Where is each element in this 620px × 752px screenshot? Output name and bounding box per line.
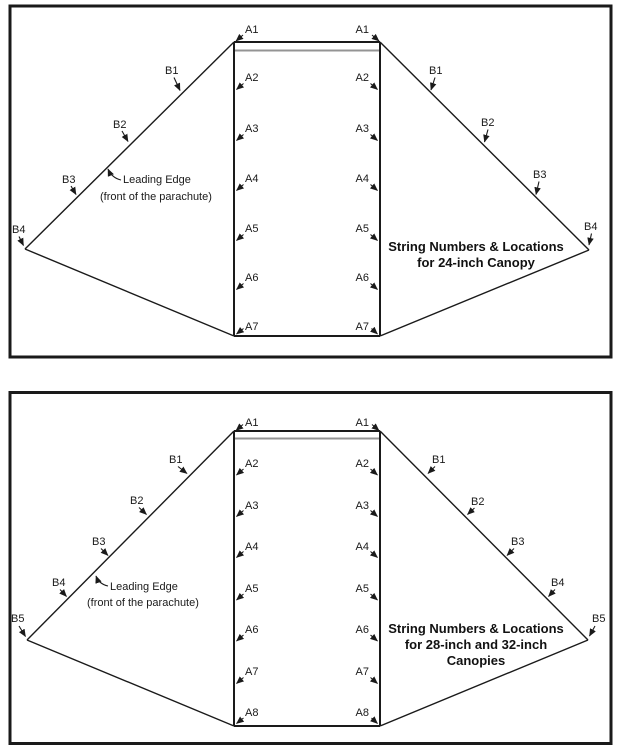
- p2-title-line2: for 28-inch and 32-inch: [404, 637, 548, 652]
- p2-a2-right-arrow: [371, 469, 378, 475]
- p1-b2-right-arrow: [485, 130, 489, 143]
- p1-b4-left-arrow: [19, 237, 24, 246]
- p1-a1-left-arrow: [236, 35, 243, 41]
- p1-b3-left-arrow: [71, 186, 76, 195]
- p2-a4-left-arrow: [237, 552, 244, 558]
- p1-leading-edge-sublabel: (front of the parachute): [100, 191, 212, 203]
- p2-b2-left-arrow: [139, 508, 147, 515]
- p2-a2-left-arrow: [237, 469, 244, 475]
- p2-a5-right-arrow: [371, 594, 378, 600]
- p2-a3-right-label: A3: [355, 500, 369, 512]
- p1-left-trailing-edge: [25, 249, 234, 336]
- p2-a4-left-label: A4: [245, 541, 259, 553]
- p1-a3-left-label: A3: [245, 123, 259, 135]
- p1-title-line1: String Numbers & Locations: [388, 239, 564, 254]
- p2-a1-left-label: A1: [245, 417, 259, 429]
- p1-leading-edge-label: Leading Edge: [123, 174, 191, 186]
- canopy-outline-28-32: [27, 431, 588, 726]
- p1-b1-right-arrow: [431, 78, 435, 91]
- p1-a2-left-label: A2: [245, 72, 259, 84]
- p1-b2-right-label: B2: [481, 117, 495, 129]
- p2-b3-right-arrow: [507, 549, 514, 556]
- p2-a5-left-arrow: [237, 594, 244, 600]
- p2-a8-right-label: A8: [355, 707, 369, 719]
- p1-a5-right-label: A5: [355, 223, 369, 235]
- p2-a4-right-label: A4: [355, 541, 369, 553]
- p2-b5-left-arrow: [19, 626, 26, 637]
- p2-a8-left-label: A8: [245, 707, 259, 719]
- p2-a3-right-arrow: [371, 511, 378, 517]
- p1-a6-left-arrow: [237, 284, 244, 290]
- p2-b5-right-arrow: [590, 626, 596, 636]
- p2-a1-right-arrow: [372, 425, 379, 431]
- p2-b5-right-label: B5: [592, 613, 606, 625]
- p1-a6-right-arrow: [371, 284, 378, 290]
- p1-a5-right-arrow: [371, 235, 378, 241]
- p1-b4-right-label: B4: [584, 221, 598, 233]
- p1-a3-left-arrow: [237, 135, 244, 141]
- p2-a3-left-label: A3: [245, 500, 259, 512]
- p1-a6-right-label: A6: [355, 272, 369, 284]
- p1-b1-right-label: B1: [429, 65, 443, 77]
- p1-b4-right-arrow: [589, 234, 592, 246]
- p2-a2-left-label: A2: [245, 458, 259, 470]
- p1-b1-left-arrow: [174, 78, 180, 91]
- p2-b4-left-label: B4: [52, 577, 66, 589]
- p1-a2-right-label: A2: [355, 72, 369, 84]
- p2-a5-right-label: A5: [355, 583, 369, 595]
- p1-a5-left-arrow: [237, 235, 244, 241]
- p2-b3-right-label: B3: [511, 536, 525, 548]
- p2-a6-right-label: A6: [355, 624, 369, 636]
- p1-a4-right-label: A4: [355, 173, 369, 185]
- p2-left-trailing-edge: [27, 640, 234, 726]
- p2-a6-left-label: A6: [245, 624, 259, 636]
- p2-title-line3: Canopies: [446, 653, 506, 668]
- p2-b5-left-label: B5: [11, 613, 25, 625]
- p2-a6-left-arrow: [237, 635, 244, 641]
- p2-b1-left-arrow: [178, 467, 187, 474]
- p2-a7-left-arrow: [237, 678, 244, 684]
- p2-a6-right-arrow: [371, 635, 378, 641]
- p1-leading-edge-pointer: [108, 169, 121, 180]
- p1-a1-right-arrow: [372, 35, 379, 41]
- p2-a5-left-label: A5: [245, 583, 259, 595]
- p2-b2-right-label: B2: [471, 496, 485, 508]
- p2-b3-left-label: B3: [92, 536, 106, 548]
- p1-b2-left-arrow: [122, 131, 128, 142]
- p2-leading-edge-label: Leading Edge: [110, 581, 178, 593]
- p2-a7-right-arrow: [371, 678, 378, 684]
- panel-28-32-inch: [10, 393, 611, 744]
- p1-b3-left-label: B3: [62, 174, 76, 186]
- p2-a1-left-arrow: [236, 425, 243, 431]
- p2-a7-right-label: A7: [355, 666, 369, 678]
- p2-b1-right-label: B1: [432, 454, 446, 466]
- p1-a4-left-label: A4: [245, 173, 259, 185]
- p1-b2-left-label: B2: [113, 119, 127, 131]
- p1-a2-left-arrow: [237, 84, 244, 90]
- p2-right-leading-edge: [380, 431, 588, 640]
- p2-leading-edge-sublabel: (front of the parachute): [87, 597, 199, 609]
- p2-leading-edge-pointer: [96, 576, 108, 586]
- p2-a4-right-arrow: [371, 552, 378, 558]
- p1-right-leading-edge: [380, 42, 589, 250]
- p1-title-line2: for 24-inch Canopy: [417, 255, 535, 270]
- p2-b4-right-arrow: [549, 590, 556, 597]
- p1-a3-right-arrow: [371, 135, 378, 141]
- p2-a1-right-label: A1: [355, 417, 369, 429]
- p2-title-line1: String Numbers & Locations: [388, 621, 564, 636]
- p1-a1-right-label: A1: [355, 24, 369, 36]
- p1-a7-left-label: A7: [245, 321, 259, 333]
- p1-a2-right-arrow: [371, 84, 378, 90]
- p2-b3-left-arrow: [101, 549, 108, 556]
- p1-a1-left-label: A1: [245, 24, 259, 36]
- p2-b4-right-label: B4: [551, 577, 565, 589]
- p1-a7-right-arrow: [372, 329, 378, 335]
- p1-b4-left-label: B4: [12, 224, 26, 236]
- p1-a4-right-arrow: [371, 185, 378, 191]
- p1-a3-right-label: A3: [355, 123, 369, 135]
- p2-b2-right-arrow: [468, 508, 475, 515]
- p1-a7-left-arrow: [237, 329, 244, 335]
- p2-b4-left-arrow: [60, 590, 67, 597]
- p2-a8-right-arrow: [372, 718, 378, 724]
- p1-b3-right-label: B3: [533, 169, 547, 181]
- p2-a7-left-label: A7: [245, 666, 259, 678]
- panel2-border: [10, 393, 611, 744]
- p1-left-leading-edge: [25, 42, 234, 249]
- p2-a3-left-arrow: [237, 511, 244, 517]
- p1-b3-right-arrow: [536, 182, 539, 195]
- p2-a2-right-label: A2: [355, 458, 369, 470]
- p1-b1-left-label: B1: [165, 65, 179, 77]
- panel-24-inch: [10, 6, 611, 357]
- p1-a5-left-label: A5: [245, 223, 259, 235]
- p2-a8-left-arrow: [237, 718, 244, 724]
- p2-b2-left-label: B2: [130, 495, 144, 507]
- p1-a6-left-label: A6: [245, 272, 259, 284]
- p1-a7-right-label: A7: [355, 321, 369, 333]
- p2-b1-left-label: B1: [169, 454, 183, 466]
- canopy-outline-24: [25, 42, 589, 336]
- p1-a4-left-arrow: [237, 185, 244, 191]
- p2-b1-right-arrow: [428, 467, 435, 474]
